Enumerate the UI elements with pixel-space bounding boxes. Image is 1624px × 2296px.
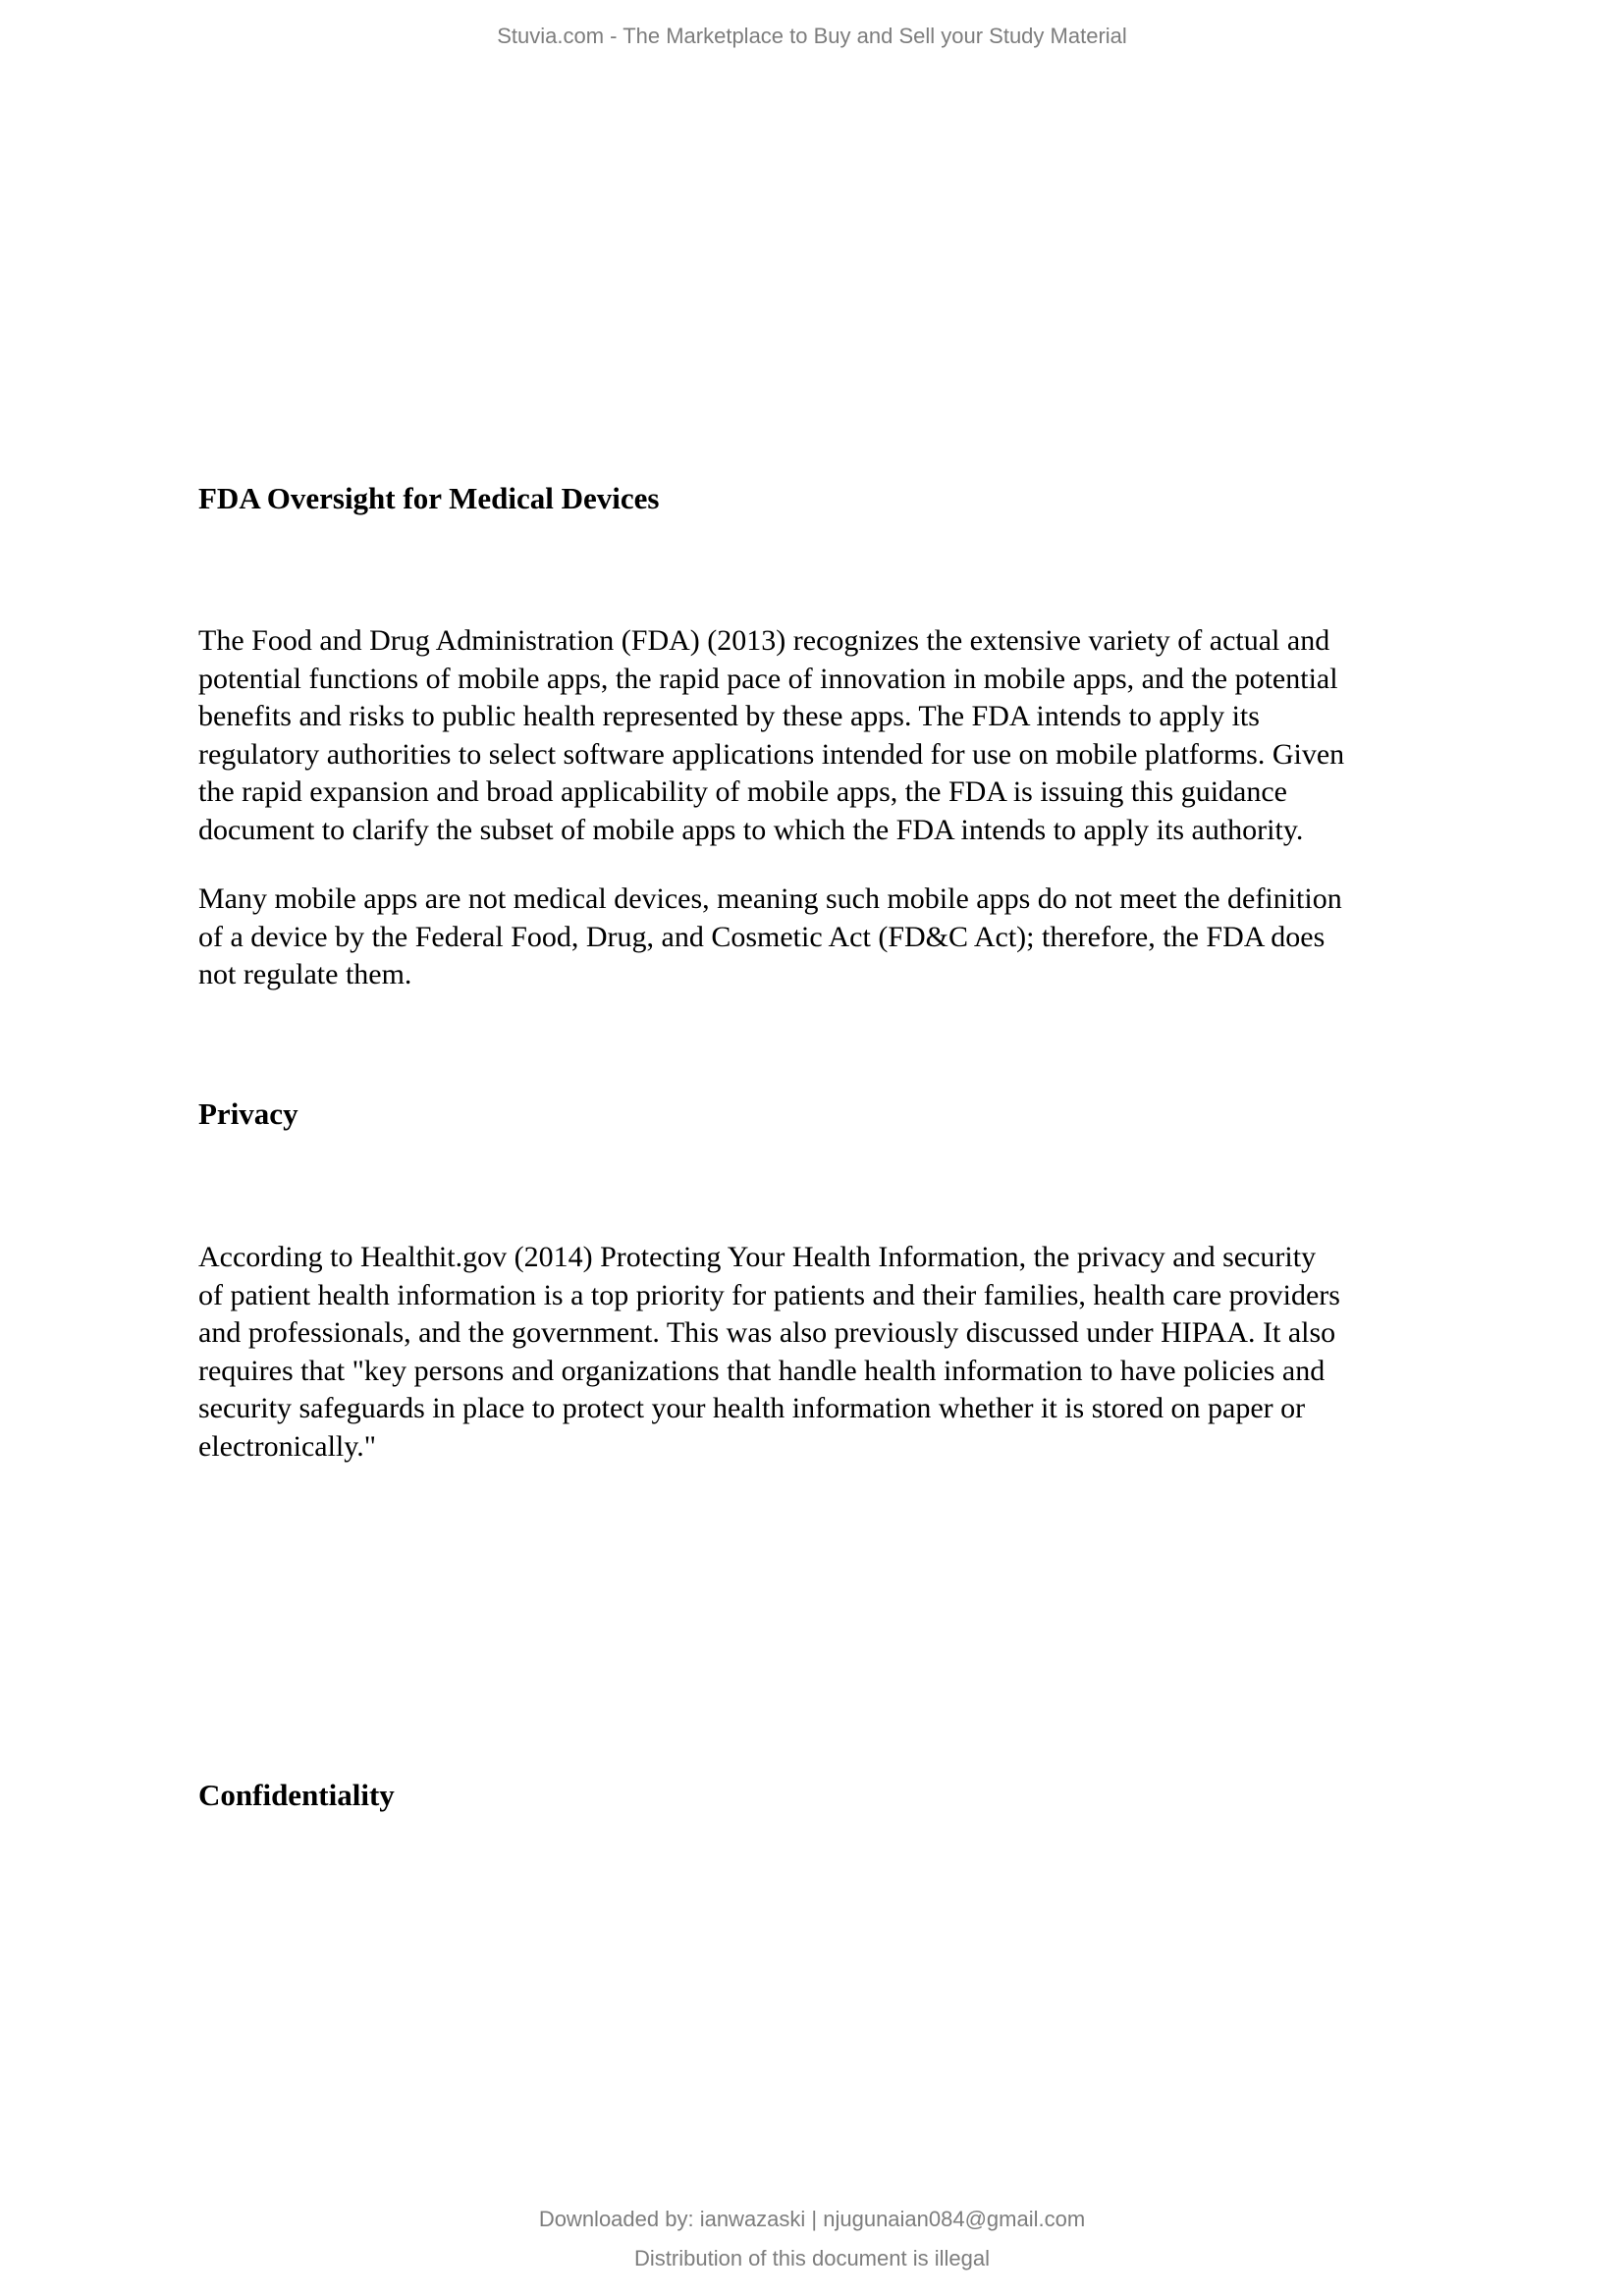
- text-line: The Food and Drug Administration (FDA) (2013) recognizes the extensive variety of actual and: [198, 624, 1330, 657]
- text-line: Many mobile apps are not medical devices, meaning such mobile apps do not meet the definition: [198, 882, 1342, 915]
- paragraph-fda-not-devices: [198, 881, 1494, 994]
- text-line: requires that "key persons and organizations that handle health information to have policies and: [198, 1354, 1326, 1387]
- text-line: According to Healthit.gov (2014) Protecting Your Health Information, the privacy and security: [198, 1241, 1317, 1273]
- header-watermark: Stuvia.com - The Marketplace to Buy and Sell your Study Material: [497, 24, 1127, 48]
- text-line: regulatory authorities to select software applications intended for use on mobile platforms. Given: [198, 737, 1345, 771]
- text-line: of a device by the Federal Food, Drug, and Cosmetic Act (FD&C Act); therefore, the FDA does: [198, 920, 1326, 953]
- heading-confidentiality: Confidentiality: [198, 1778, 395, 1812]
- text-line: potential functions of mobile apps, the rapid pace of innovation in mobile apps, and the potential: [198, 662, 1338, 695]
- text-line: benefits and risks to public health represented by these apps. The FDA intends to apply its: [198, 700, 1260, 732]
- paragraph-privacy: [198, 1239, 1494, 1466]
- paragraph-fda-intro: [198, 622, 1494, 849]
- heading-fda-oversight: FDA Oversight for Medical Devices: [198, 481, 660, 515]
- text-line: of patient health information is a top priority for patients and their families, health care providers: [198, 1278, 1340, 1311]
- text-line: the rapid expansion and broad applicability of mobile apps, the FDA is issuing this guidance: [198, 775, 1287, 808]
- footer-distribution-notice: Distribution of this document is illegal: [634, 2246, 990, 2270]
- text-line: and professionals, and the government. This was also previously discussed under HIPAA. It also: [198, 1316, 1336, 1349]
- heading-privacy: Privacy: [198, 1096, 298, 1131]
- footer-downloaded-by: Downloaded by: ianwazaski | njugunaian084@gmail.com: [538, 2207, 1086, 2231]
- text-line: security safeguards in place to protect your health information whether it is stored on paper or: [198, 1392, 1306, 1424]
- text-line: document to clarify the subset of mobile apps to which the FDA intends to apply its authority.: [198, 813, 1304, 846]
- text-line: electronically.": [198, 1429, 377, 1463]
- text-line: not regulate them.: [198, 958, 412, 990]
